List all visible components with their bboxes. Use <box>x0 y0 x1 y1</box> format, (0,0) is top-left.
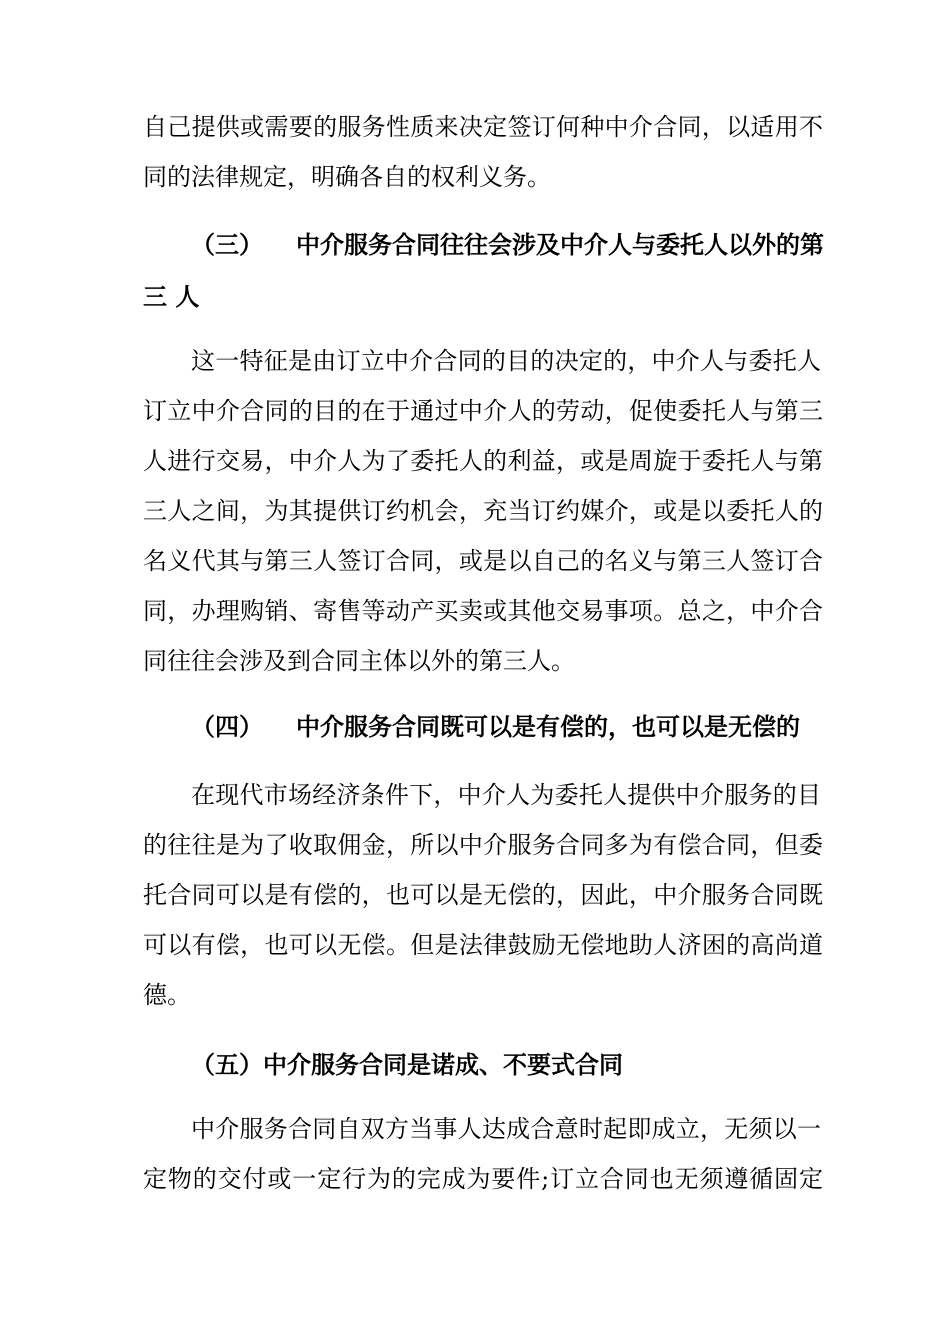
paragraph-line: 订立中介合同的目的在于通过中介人的劳动，促使委托人与第三 <box>143 397 823 425</box>
section-number: （三） <box>191 230 263 259</box>
paragraph-line: 可以有偿，也可以无偿。但是法律鼓励无偿地助人济困的高尚道 <box>143 931 823 959</box>
paragraph-line: 在现代市场经济条件下，中介人为委托人提供中介服务的目 <box>191 781 821 809</box>
paragraph-line: 人进行交易，中介人为了委托人的利益，或是周旋于委托人与第 <box>143 447 823 475</box>
paragraph-line: 的往往是为了收取佣金，所以中介服务合同多为有偿合同，但委 <box>143 831 823 859</box>
paragraph-line: 中介服务合同自双方当事人达成合意时起即成立，无须以一 <box>191 1115 821 1143</box>
paragraph-line: 这一特征是由订立中介合同的目的决定的，中介人与委托人 <box>191 347 821 375</box>
paragraph-line: 托合同可以是有偿的，也可以是无偿的，因此，中介服务合同既 <box>143 881 823 909</box>
paragraph-line: 名义代其与第三人签订合同，或是以自己的名义与第三人签订合 <box>143 547 823 575</box>
paragraph-line: 同往往会涉及到合同主体以外的第三人。 <box>143 647 575 675</box>
paragraph-line: 同，办理购销、寄售等动产买卖或其他交易事项。总之，中介合 <box>143 597 823 625</box>
section-title: 中介服务合同既可以是有偿的，也可以是无偿的 <box>296 712 800 741</box>
paragraph-line: 自己提供或需要的服务性质来决定签订何种中介合同，以适用不 <box>143 113 823 141</box>
paragraph-line: 德。 <box>143 981 191 1009</box>
section-number: （四） <box>191 712 263 741</box>
paragraph-line: 三人之间，为其提供订约机会，充当订约媒介，或是以委托人的 <box>143 497 823 525</box>
paragraph-line: 同的法律规定，明确各自的权利义务。 <box>143 163 551 191</box>
section-title: 中介服务合同往往会涉及中介人与委托人以外的第 <box>296 230 824 259</box>
section-title-continuation: 三 人 <box>143 282 200 311</box>
section-heading: （五）中介服务合同是诺成、不要式合同 <box>191 1050 623 1079</box>
paragraph-line: 定物的交付或一定行为的完成为要件;订立合同也无须遵循固定 <box>143 1165 823 1193</box>
